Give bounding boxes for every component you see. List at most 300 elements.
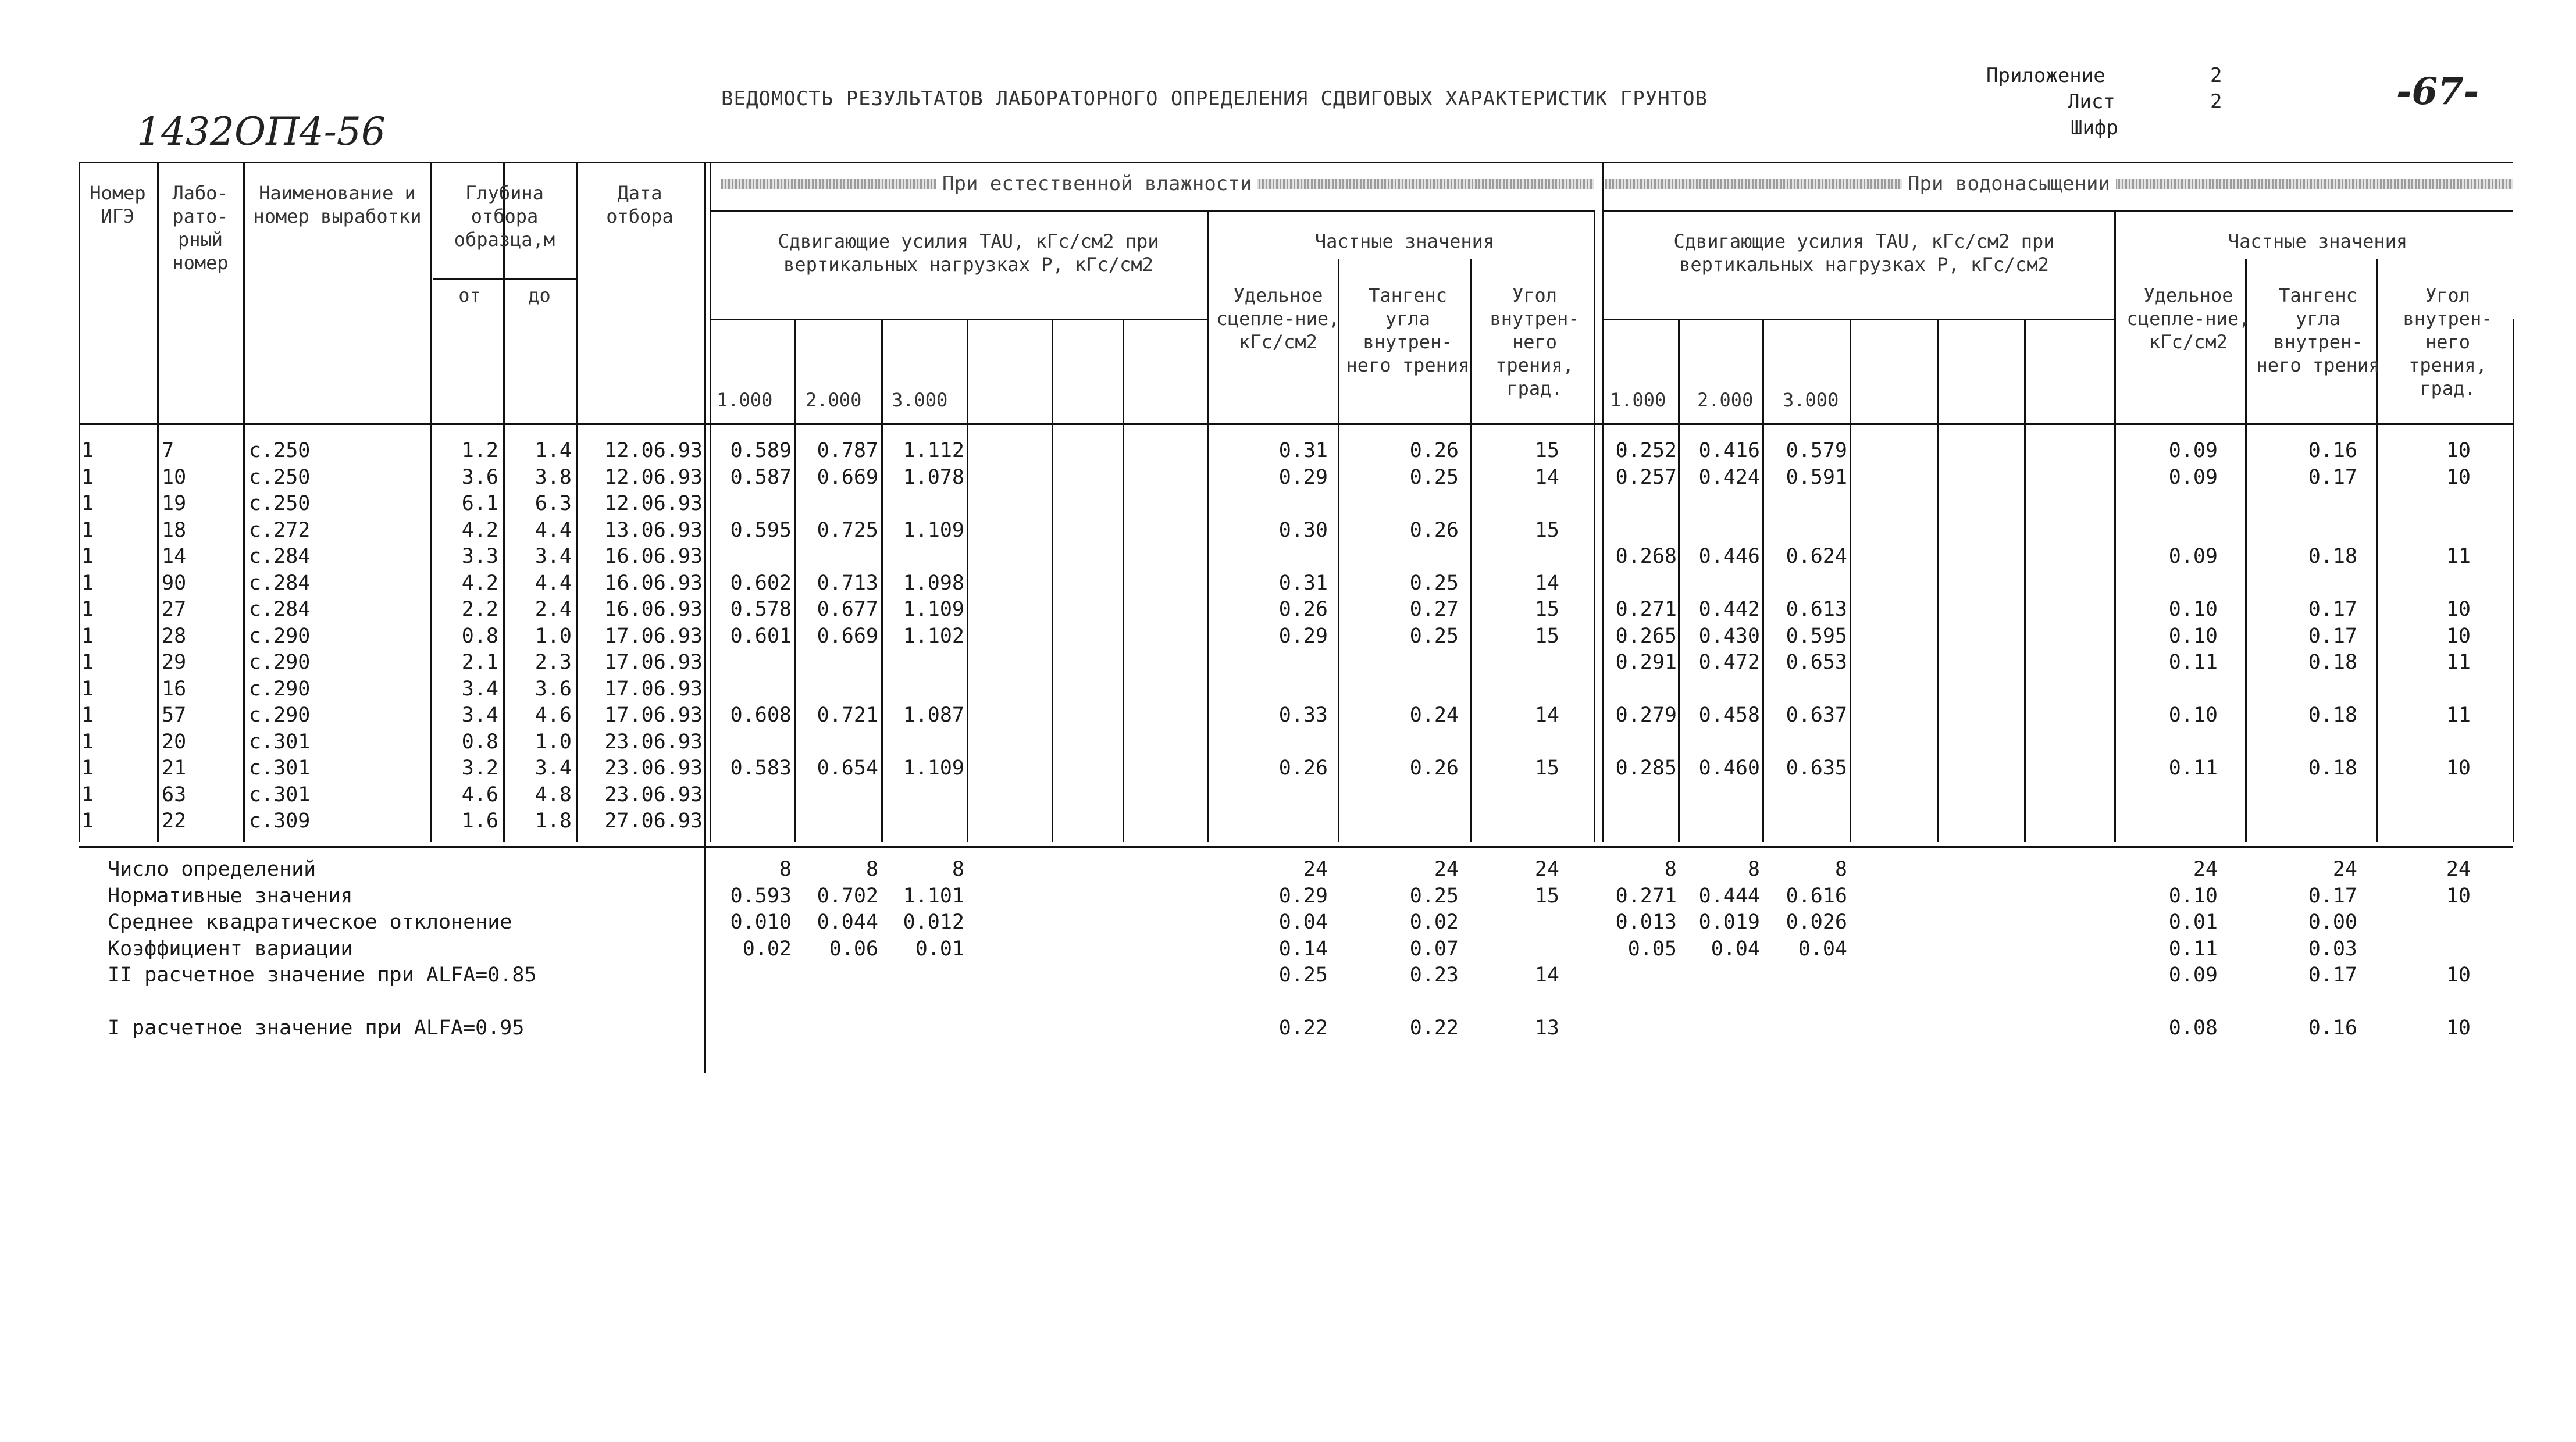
summary-n2: 0.702 (817, 884, 878, 908)
cell-n3: 1.109 (903, 518, 964, 542)
cell-to: 4.6 (535, 704, 572, 727)
cell-st: 0.18 (2308, 651, 2357, 674)
summary-label: Число определений (108, 858, 316, 881)
cell-sc: 0.11 (2168, 651, 2218, 674)
cell-n3: 1.112 (903, 439, 964, 462)
cell-lab: 27 (162, 598, 187, 621)
cell-s1: 0.252 (1615, 439, 1677, 462)
cell-n2: 0.787 (817, 439, 878, 462)
group-rule (1602, 210, 2513, 212)
cell-n3: 1.109 (903, 598, 964, 621)
summary-nc: 24 (1303, 858, 1328, 881)
cell-name: с.284 (249, 598, 311, 621)
column-divider (2024, 319, 2026, 842)
cell-sc: 0.11 (2168, 756, 2218, 780)
cell-name: с.272 (249, 518, 311, 542)
cell-igs: 1 (81, 730, 94, 754)
header-load-natural-3: 3.000 (892, 389, 948, 411)
cell-nc: 0.26 (1278, 598, 1328, 621)
column-divider (967, 319, 968, 842)
cell-sa: 10 (2446, 439, 2471, 462)
cell-from: 4.6 (461, 783, 498, 806)
cell-from: 4.2 (461, 518, 498, 542)
cell-igs: 1 (81, 809, 94, 833)
summary-nc: 0.29 (1278, 884, 1328, 908)
summary-nc: 0.14 (1278, 937, 1328, 961)
summary-label: Нормативные значения (108, 884, 353, 908)
cell-na: 14 (1534, 704, 1559, 727)
summary-s1: 0.05 (1627, 937, 1677, 961)
cell-lab: 57 (162, 704, 187, 727)
cell-s2: 0.416 (1698, 439, 1760, 462)
cell-date: 17.06.93 (604, 624, 703, 648)
summary-label: I расчетное значение при ALFA=0.95 (108, 1016, 525, 1040)
cell-date: 13.06.93 (604, 518, 703, 542)
summary-sc: 0.09 (2168, 963, 2218, 987)
cell-n3: 1.078 (903, 465, 964, 489)
cell-s2: 0.442 (1698, 598, 1760, 621)
cell-n1: 0.595 (730, 518, 792, 542)
summary-n3: 0.01 (915, 937, 964, 961)
summary-n3: 1.101 (903, 884, 964, 908)
summary-nt: 24 (1434, 858, 1459, 881)
cell-name: с.290 (249, 624, 311, 648)
cell-igs: 1 (81, 571, 94, 595)
cell-st: 0.17 (2308, 465, 2357, 489)
cell-s1: 0.285 (1615, 756, 1677, 780)
header-shear-natural: Сдвигающие усилия TAU, кГс/см2 при вертикальных нагрузках P, кГс/см2 (778, 230, 1159, 276)
summary-na: 15 (1534, 884, 1559, 908)
summary-nt: 0.22 (1409, 1016, 1459, 1040)
summary-n1: 0.593 (730, 884, 792, 908)
header-cohesion-natural: Удельное сцепле-ние, кГс/см2 (1216, 284, 1340, 353)
cell-na: 14 (1534, 465, 1559, 489)
header-load-saturated-3: 3.000 (1783, 389, 1839, 411)
cell-sa: 11 (2446, 545, 2471, 568)
summary-n2: 8 (865, 858, 878, 881)
cipher-label: Шифр (2071, 116, 2118, 140)
cell-igs: 1 (81, 704, 94, 727)
cell-nt: 0.25 (1409, 465, 1459, 489)
cell-to: 3.4 (535, 545, 572, 568)
summary-nt: 0.02 (1409, 911, 1459, 934)
column-divider (430, 162, 432, 842)
cell-n2: 0.654 (817, 756, 878, 780)
cell-n2: 0.669 (817, 465, 878, 489)
summary-st: 0.17 (2308, 963, 2357, 987)
cell-s2: 0.424 (1698, 465, 1760, 489)
summary-nt: 0.07 (1409, 937, 1459, 961)
cell-to: 2.4 (535, 598, 572, 621)
summary-st: 24 (2332, 858, 2357, 881)
sheet-value: 2 (2210, 90, 2222, 113)
cell-n2: 0.713 (817, 571, 878, 595)
cell-to: 4.4 (535, 518, 572, 542)
summary-n1: 0.02 (742, 937, 792, 961)
header-load-natural-1: 1.000 (717, 389, 773, 411)
summary-sa: 10 (2446, 963, 2471, 987)
cell-s3: 0.637 (1786, 704, 1847, 727)
summary-sc: 0.08 (2168, 1016, 2218, 1040)
cell-to: 1.8 (535, 809, 572, 833)
cell-s3: 0.591 (1786, 465, 1847, 489)
cell-lab: 10 (162, 465, 187, 489)
cell-s1: 0.271 (1615, 598, 1677, 621)
cell-from: 4.2 (461, 571, 498, 595)
cell-n3: 1.109 (903, 756, 964, 780)
header-depth: Глубина отбора образца,м (454, 182, 555, 251)
cell-to: 4.4 (535, 571, 572, 595)
cell-n3: 1.102 (903, 624, 964, 648)
cell-to: 3.4 (535, 756, 572, 780)
summary-n3: 8 (952, 858, 964, 881)
cell-to: 1.0 (535, 624, 572, 648)
header-load-saturated-2: 2.000 (1697, 389, 1754, 411)
cell-igs: 1 (81, 598, 94, 621)
table-top-rule (79, 162, 2513, 163)
cell-n1: 0.602 (730, 571, 792, 595)
cell-date: 12.06.93 (604, 465, 703, 489)
cell-sc: 0.10 (2168, 624, 2218, 648)
cell-n2: 0.669 (817, 624, 878, 648)
cell-s2: 0.458 (1698, 704, 1760, 727)
summary-na: 13 (1534, 1016, 1559, 1040)
cell-lab: 18 (162, 518, 187, 542)
header-lab-no: Лабо-рато-рный номер (172, 182, 229, 274)
column-divider (1937, 319, 1939, 842)
column-divider (710, 162, 711, 842)
cell-st: 0.17 (2308, 624, 2357, 648)
cell-date: 16.06.93 (604, 571, 703, 595)
header-load-natural-2: 2.000 (806, 389, 862, 411)
cell-sa: 10 (2446, 624, 2471, 648)
page-mark: -67- (2396, 70, 2479, 113)
cell-n1: 0.587 (730, 465, 792, 489)
summary-sc: 0.01 (2168, 911, 2218, 934)
cell-nt: 0.26 (1409, 756, 1459, 780)
summary-s2: 0.444 (1698, 884, 1760, 908)
column-divider (2513, 319, 2514, 842)
cell-n1: 0.601 (730, 624, 792, 648)
cell-name: с.290 (249, 651, 311, 674)
cell-sc: 0.09 (2168, 465, 2218, 489)
column-divider (704, 162, 706, 842)
cell-date: 17.06.93 (604, 651, 703, 674)
cell-sc: 0.09 (2168, 439, 2218, 462)
cell-name: с.250 (249, 492, 311, 515)
cell-n1: 0.578 (730, 598, 792, 621)
column-divider (79, 162, 80, 842)
header-partial-saturated: Частные значения (2228, 230, 2408, 252)
cell-from: 6.1 (461, 492, 498, 515)
summary-nc: 0.25 (1278, 963, 1328, 987)
cell-s2: 0.460 (1698, 756, 1760, 780)
cell-from: 3.3 (461, 545, 498, 568)
cell-na: 14 (1534, 571, 1559, 595)
cell-s2: 0.472 (1698, 651, 1760, 674)
summary-st: 0.03 (2308, 937, 2357, 961)
column-divider (1850, 319, 1851, 842)
cell-from: 1.2 (461, 439, 498, 462)
header-bottom-rule (79, 423, 2513, 425)
summary-label: Среднее квадратическое отклонение (108, 911, 512, 934)
summary-st: 0.17 (2308, 884, 2357, 908)
cell-na: 15 (1534, 624, 1559, 648)
cell-name: с.290 (249, 677, 311, 701)
summary-s3: 0.616 (1786, 884, 1847, 908)
summary-n1: 0.010 (730, 911, 792, 934)
cell-n2: 0.721 (817, 704, 878, 727)
summary-s3: 0.026 (1786, 911, 1847, 934)
column-divider (1207, 210, 1209, 319)
header-depth-to: до (528, 284, 551, 306)
cell-lab: 29 (162, 651, 187, 674)
cell-from: 3.2 (461, 756, 498, 780)
cell-igs: 1 (81, 624, 94, 648)
cell-igs: 1 (81, 545, 94, 568)
cell-igs: 1 (81, 651, 94, 674)
cell-from: 0.8 (461, 624, 498, 648)
cell-igs: 1 (81, 756, 94, 780)
cell-nc: 0.29 (1278, 465, 1328, 489)
cell-name: с.301 (249, 730, 311, 754)
header-igs-no: Номер ИГЭ (90, 182, 146, 227)
cell-name: с.250 (249, 439, 311, 462)
column-divider (1052, 319, 1053, 842)
document-title: ВЕДОМОСТЬ РЕЗУЛЬТАТОВ ЛАБОРАТОРНОГО ОПРЕДЕЛЕНИЯ СДВИГОВЫХ ХАРАКТЕРИСТИК ГРУНТОВ (721, 87, 1708, 110)
cell-to: 3.6 (535, 677, 572, 701)
cell-s1: 0.291 (1615, 651, 1677, 674)
cell-sa: 10 (2446, 465, 2471, 489)
cell-n3: 1.098 (903, 571, 964, 595)
cell-nc: 0.26 (1278, 756, 1328, 780)
cell-lab: 28 (162, 624, 187, 648)
cell-s3: 0.624 (1786, 545, 1847, 568)
summary-sc: 0.10 (2168, 884, 2218, 908)
cell-date: 12.06.93 (604, 492, 703, 515)
handwritten-code: 1432ОП4-56 (137, 109, 386, 154)
cell-lab: 16 (162, 677, 187, 701)
cell-igs: 1 (81, 677, 94, 701)
cell-name: с.301 (249, 783, 311, 806)
appendix-label: Приложение (1986, 64, 2105, 87)
cell-date: 27.06.93 (604, 809, 703, 833)
header-shear-saturated: Сдвигающие усилия TAU, кГс/см2 при вертикальных нагрузках P, кГс/см2 (1673, 230, 2055, 276)
cell-to: 3.8 (535, 465, 572, 489)
summary-label: II расчетное значение при ALFA=0.85 (108, 963, 537, 987)
cell-sc: 0.10 (2168, 598, 2218, 621)
summary-nt: 0.23 (1409, 963, 1459, 987)
cell-name: с.284 (249, 571, 311, 595)
cell-to: 6.3 (535, 492, 572, 515)
summary-s1: 8 (1664, 858, 1677, 881)
cell-igs: 1 (81, 465, 94, 489)
cell-date: 16.06.93 (604, 598, 703, 621)
cell-st: 0.18 (2308, 704, 2357, 727)
summary-n2: 0.06 (829, 937, 878, 961)
cell-s3: 0.653 (1786, 651, 1847, 674)
summary-s1: 0.013 (1615, 911, 1677, 934)
cell-name: с.301 (249, 756, 311, 780)
cell-lab: 7 (162, 439, 174, 462)
summary-s3: 0.04 (1798, 937, 1847, 961)
column-divider (1470, 259, 1472, 842)
cell-name: с.250 (249, 465, 311, 489)
cell-lab: 14 (162, 545, 187, 568)
summary-sc: 0.11 (2168, 937, 2218, 961)
cell-igs: 1 (81, 492, 94, 515)
summary-na: 14 (1534, 963, 1559, 987)
header-natural-group: При естественной влажности (936, 172, 1257, 195)
summary-st: 0.00 (2308, 911, 2357, 934)
cell-st: 0.18 (2308, 756, 2357, 780)
cell-from: 2.2 (461, 598, 498, 621)
summary-sa: 10 (2446, 1016, 2471, 1040)
summary-s2: 0.04 (1711, 937, 1760, 961)
cell-sa: 10 (2446, 598, 2471, 621)
cell-n2: 0.677 (817, 598, 878, 621)
cell-sa: 10 (2446, 756, 2471, 780)
cell-date: 23.06.93 (604, 783, 703, 806)
cell-from: 0.8 (461, 730, 498, 754)
header-angle-saturated: Угол внутрен-него трения, град. (2403, 284, 2493, 399)
appendix-value: 2 (2210, 64, 2222, 87)
cell-igs: 1 (81, 783, 94, 806)
cell-n1: 0.589 (730, 439, 792, 462)
cell-from: 1.6 (461, 809, 498, 833)
cell-na: 15 (1534, 439, 1559, 462)
cell-date: 23.06.93 (604, 730, 703, 754)
summary-s1: 0.271 (1615, 884, 1677, 908)
cell-na: 15 (1534, 598, 1559, 621)
column-divider (1123, 319, 1124, 842)
cell-n1: 0.608 (730, 704, 792, 727)
summary-n1: 8 (779, 858, 792, 881)
cell-igs: 1 (81, 439, 94, 462)
cell-sc: 0.09 (2168, 545, 2218, 568)
cell-sc: 0.10 (2168, 704, 2218, 727)
cell-date: 12.06.93 (604, 439, 703, 462)
cell-s3: 0.613 (1786, 598, 1847, 621)
cell-nt: 0.26 (1409, 439, 1459, 462)
cell-from: 3.4 (461, 704, 498, 727)
body-bottom-rule (79, 846, 2513, 848)
header-tangent-natural: Тангенс угла внутрен-него трения (1346, 284, 1470, 376)
cell-igs: 1 (81, 518, 94, 542)
summary-s3: 8 (1834, 858, 1847, 881)
cell-na: 15 (1534, 518, 1559, 542)
summary-s2: 0.019 (1698, 911, 1760, 934)
cell-date: 16.06.93 (604, 545, 703, 568)
summary-nt: 0.25 (1409, 884, 1459, 908)
cell-to: 2.3 (535, 651, 572, 674)
cell-s1: 0.265 (1615, 624, 1677, 648)
summary-label: Коэффициент вариации (108, 937, 353, 961)
cell-nc: 0.31 (1278, 439, 1328, 462)
header-saturated-group: При водонасыщении (1902, 172, 2116, 195)
summary-nc: 0.22 (1278, 1016, 1328, 1040)
group-rule (710, 210, 1594, 212)
cell-to: 1.0 (535, 730, 572, 754)
summary-na: 24 (1534, 858, 1559, 881)
cell-st: 0.18 (2308, 545, 2357, 568)
cell-name: с.309 (249, 809, 311, 833)
summary-s2: 8 (1747, 858, 1760, 881)
column-divider (2114, 210, 2116, 319)
cell-to: 1.4 (535, 439, 572, 462)
cell-s1: 0.279 (1615, 704, 1677, 727)
cell-date: 17.06.93 (604, 704, 703, 727)
cell-nt: 0.25 (1409, 571, 1459, 595)
cell-n1: 0.583 (730, 756, 792, 780)
header-tangent-saturated: Тангенс угла внутрен-него трения (2256, 284, 2380, 376)
cell-na: 15 (1534, 756, 1559, 780)
cell-s3: 0.579 (1786, 439, 1847, 462)
summary-n3: 0.012 (903, 911, 964, 934)
cell-lab: 21 (162, 756, 187, 780)
cell-s1: 0.268 (1615, 545, 1677, 568)
header-partial-natural: Частные значения (1314, 230, 1495, 252)
cell-lab: 22 (162, 809, 187, 833)
cell-from: 3.6 (461, 465, 498, 489)
cell-s1: 0.257 (1615, 465, 1677, 489)
cell-lab: 90 (162, 571, 187, 595)
header-depth-from: от (458, 284, 481, 306)
summary-sa: 10 (2446, 884, 2471, 908)
sheet-label: Лист (2068, 90, 2115, 113)
cell-nt: 0.25 (1409, 624, 1459, 648)
header-name-no: Наименование и номер выработки (253, 182, 422, 227)
cell-from: 3.4 (461, 677, 498, 701)
cell-lab: 63 (162, 783, 187, 806)
cell-nc: 0.29 (1278, 624, 1328, 648)
summary-sc: 24 (2193, 858, 2218, 881)
cell-sa: 11 (2446, 651, 2471, 674)
cell-nc: 0.30 (1278, 518, 1328, 542)
cell-name: с.290 (249, 704, 311, 727)
cell-n3: 1.087 (903, 704, 964, 727)
cell-s3: 0.595 (1786, 624, 1847, 648)
column-divider (1602, 162, 1604, 842)
summary-nc: 0.04 (1278, 911, 1328, 934)
cell-s3: 0.635 (1786, 756, 1847, 780)
cell-date: 23.06.93 (604, 756, 703, 780)
cell-date: 17.06.93 (604, 677, 703, 701)
summary-divider (704, 842, 706, 1073)
cell-from: 2.1 (461, 651, 498, 674)
column-divider (243, 162, 245, 842)
cell-nc: 0.31 (1278, 571, 1328, 595)
cell-s2: 0.430 (1698, 624, 1760, 648)
summary-sa: 24 (2446, 858, 2471, 881)
cell-lab: 19 (162, 492, 187, 515)
cell-st: 0.17 (2308, 598, 2357, 621)
cell-name: с.284 (249, 545, 311, 568)
cell-to: 4.8 (535, 783, 572, 806)
header-angle-natural: Угол внутрен-него трения, град. (1490, 284, 1580, 399)
cell-nt: 0.24 (1409, 704, 1459, 727)
column-divider (157, 162, 159, 842)
header-date: Дата отбора (606, 182, 674, 227)
cell-n2: 0.725 (817, 518, 878, 542)
summary-st: 0.16 (2308, 1016, 2357, 1040)
cell-sa: 11 (2446, 704, 2471, 727)
cell-st: 0.16 (2308, 439, 2357, 462)
summary-n2: 0.044 (817, 911, 878, 934)
cell-nt: 0.27 (1409, 598, 1459, 621)
header-cohesion-saturated: Удельное сцепле-ние, кГс/см2 (2126, 284, 2250, 353)
load-rule (710, 319, 1207, 320)
